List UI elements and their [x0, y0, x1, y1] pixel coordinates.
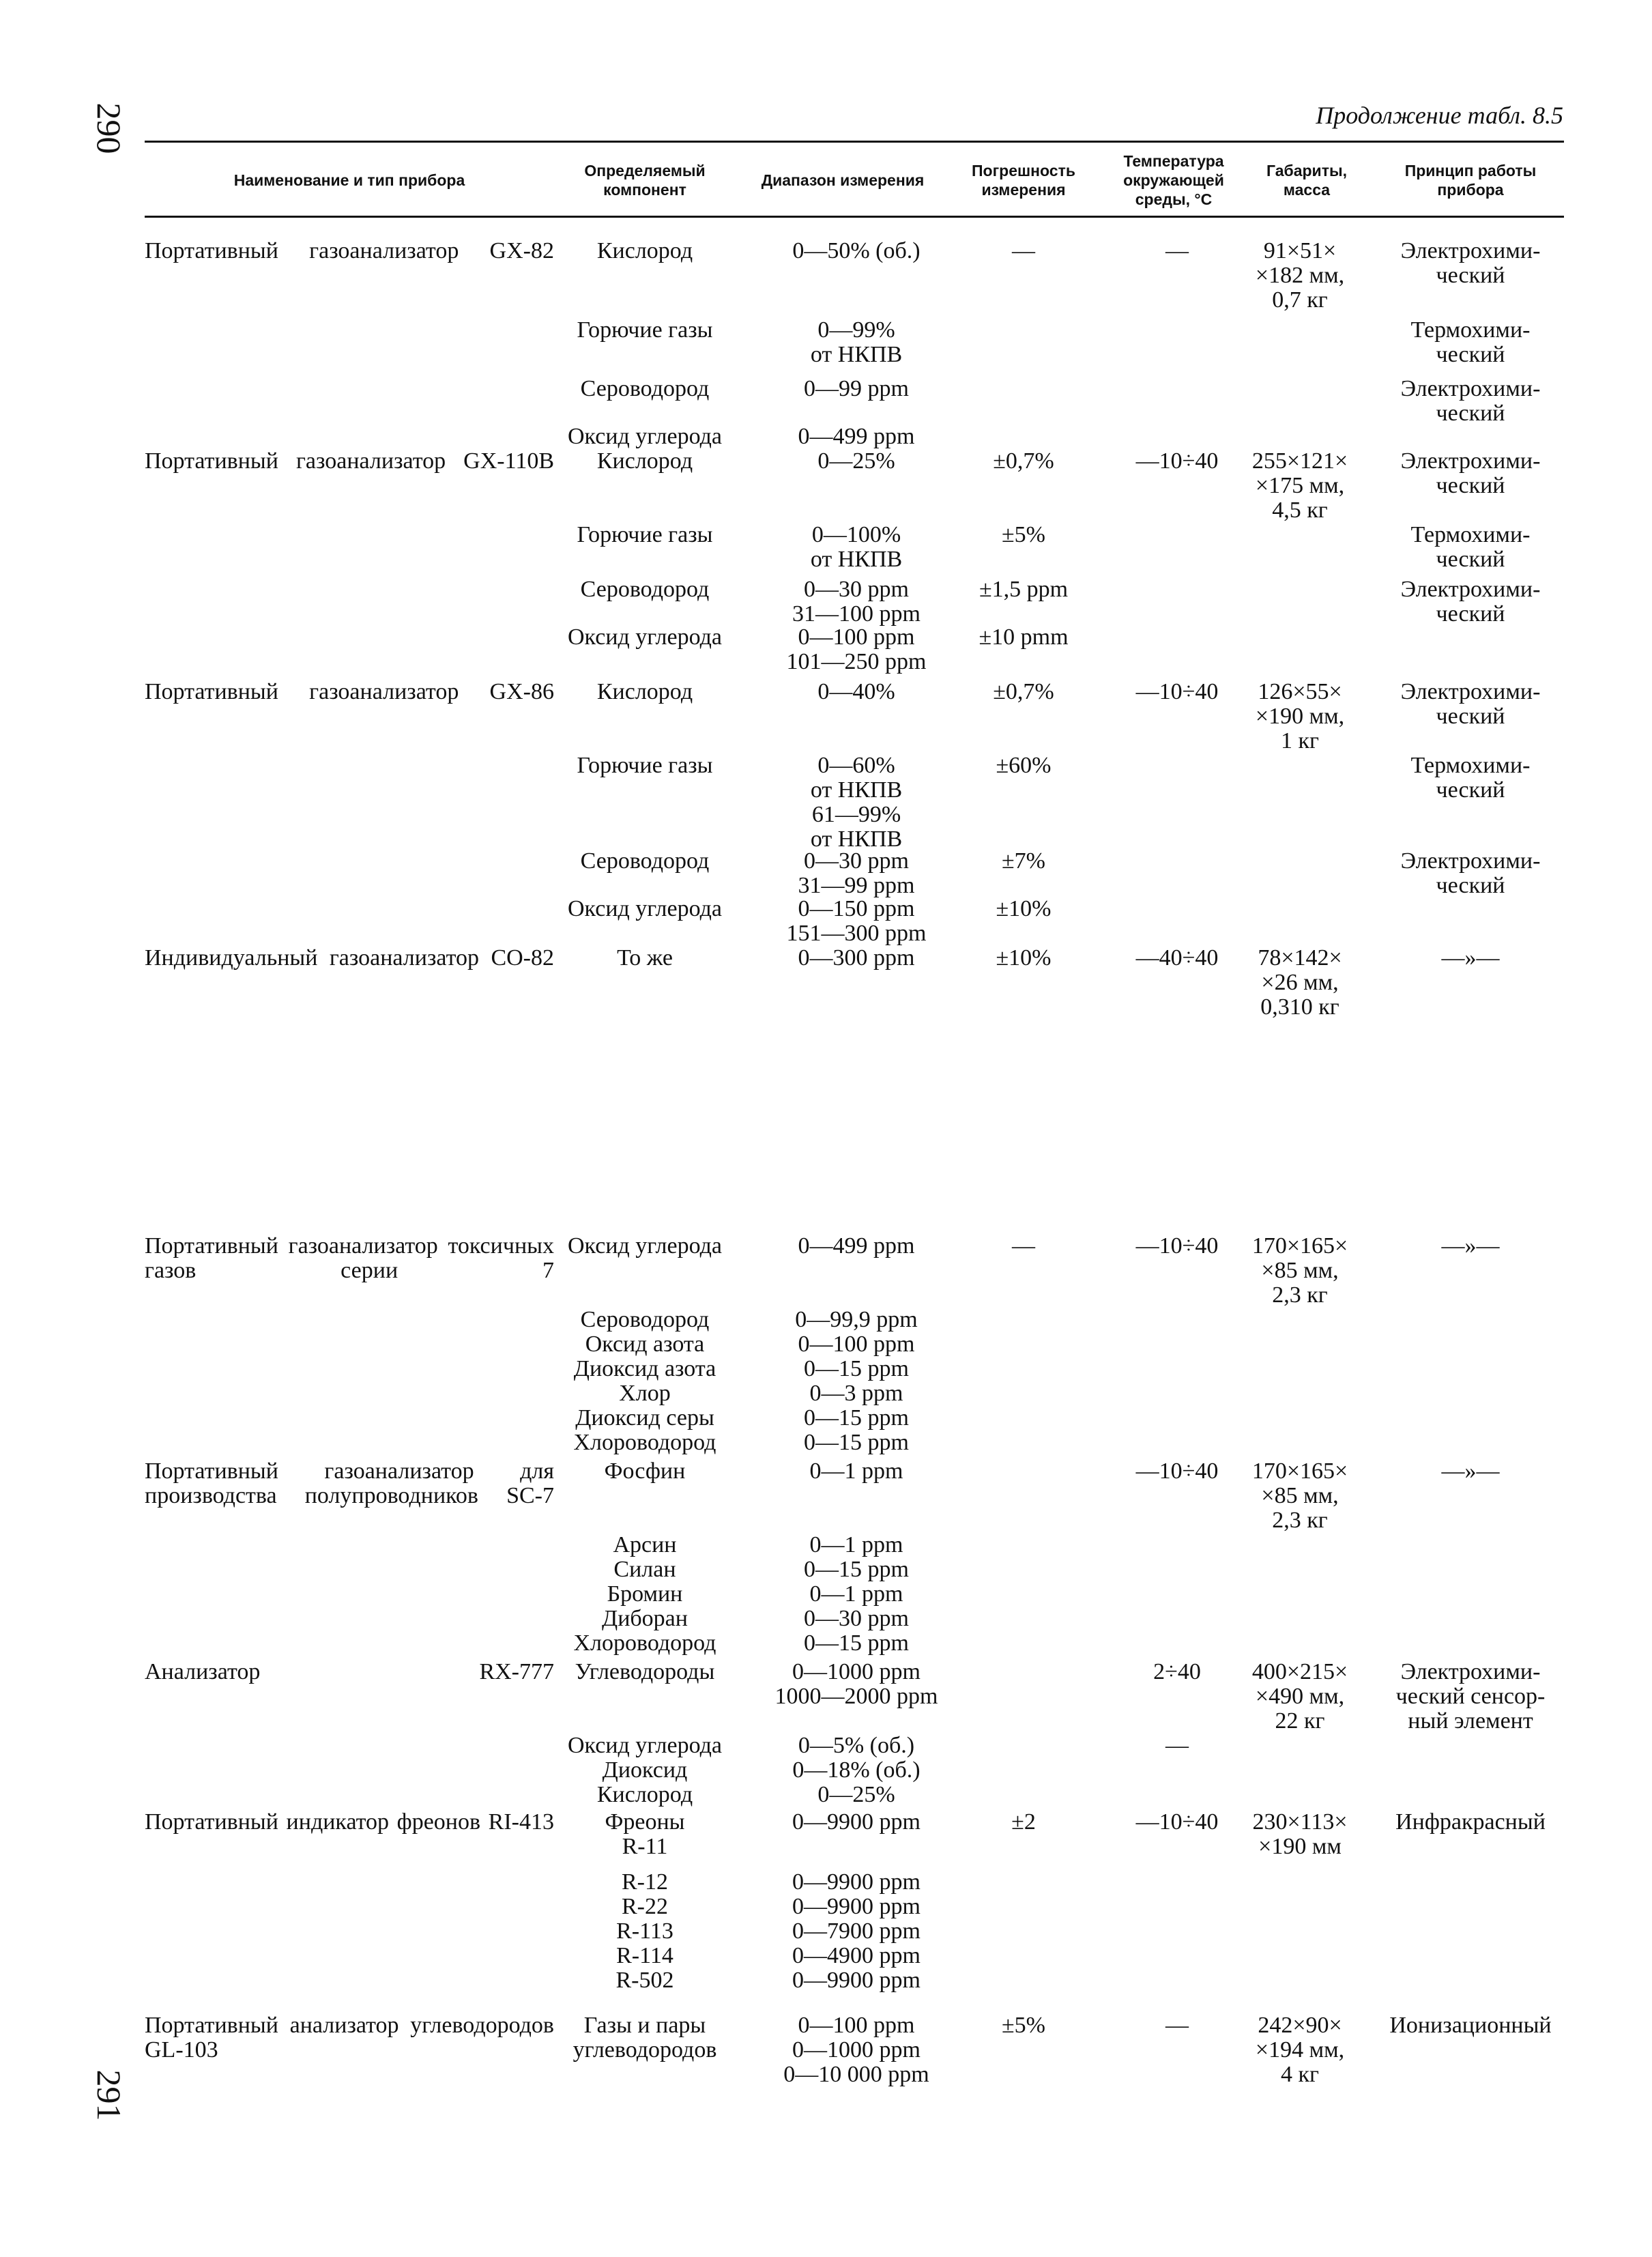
- principle-cell-line: Электрохими-: [1400, 238, 1541, 263]
- principle-cell-line: ческий: [1436, 777, 1505, 803]
- dimensions-cell: [1235, 239, 1365, 313]
- component-cell: [532, 2013, 757, 2062]
- dimensions-cell-line: 2,3 кг: [1272, 1508, 1328, 1533]
- component-cell: [532, 1533, 757, 1656]
- dimensions-cell-line: ×85 мм,: [1261, 1258, 1339, 1283]
- error-cell: —: [1012, 238, 1035, 263]
- dimensions-cell-line: ×194 мм,: [1255, 2037, 1345, 2062]
- component-cell: Оксид углерода: [568, 624, 722, 650]
- dimensions-cell-line: 170×165×: [1251, 1233, 1348, 1259]
- component-cell-line: Диоксид: [602, 1757, 688, 1783]
- component-cell-line: R-22: [622, 1894, 668, 1919]
- range-cell: 0—40%: [817, 679, 895, 704]
- component-cell: [532, 1810, 757, 1859]
- range-cell-line: 0—99,9 ppm: [795, 1307, 918, 1332]
- principle-cell-line: Электрохими-: [1400, 448, 1541, 474]
- range-cell: 0—50% (об.): [792, 238, 921, 263]
- component-cell: Оксид углерода: [568, 424, 722, 449]
- principle-cell: [1378, 849, 1563, 898]
- range-cell: 0—9900 ppm: [792, 1809, 921, 1835]
- component-cell: Оксид углерода: [568, 1233, 722, 1259]
- principle-cell: [1378, 680, 1563, 729]
- error-cell: ±2: [1011, 1809, 1036, 1835]
- range-cell-line: 0—30 ppm: [804, 1606, 909, 1631]
- principle-cell-line: Электрохими-: [1400, 1659, 1541, 1684]
- dimensions-cell-line: 0,310 кг: [1260, 994, 1339, 1020]
- principle-cell-line: Электрохими-: [1400, 679, 1541, 704]
- header-error: Погрешность измерения: [971, 162, 1075, 199]
- range-cell-line: 31—100 ppm: [792, 601, 921, 627]
- error-cell: ±7%: [1002, 848, 1045, 874]
- component-cell: [532, 1308, 757, 1455]
- range-cell-line: 0—9900 ppm: [792, 1894, 921, 1919]
- component-cell: [532, 1870, 757, 1993]
- range-cell-line: 0—99%: [817, 317, 895, 343]
- dimensions-cell-line: 4 кг: [1281, 2062, 1319, 2087]
- temperature-cell: —10÷40: [1135, 1458, 1219, 1484]
- range-cell: [744, 318, 969, 367]
- component-cell-line: R-12: [622, 1869, 668, 1895]
- header-bottom-rule: [145, 216, 1564, 218]
- range-cell-line: 0—4900 ppm: [792, 1943, 921, 1968]
- range-cell-line: от НКПВ: [810, 777, 903, 803]
- principle-cell-line: Электрохими-: [1400, 577, 1541, 602]
- principle-cell: —»—: [1441, 1233, 1500, 1259]
- range-cell-line: 0—150 ppm: [798, 896, 915, 921]
- component-cell-line: Бромин: [607, 1581, 683, 1607]
- temperature-cell: —: [1165, 238, 1189, 263]
- range-cell: 0—1 ppm: [809, 1458, 903, 1484]
- principle-cell: [1378, 239, 1563, 288]
- component-cell: Кислород: [596, 679, 693, 704]
- principle-cell-line: ческий: [1436, 263, 1505, 288]
- range-cell-line: 0—9900 ppm: [792, 1968, 921, 1993]
- component-cell-line: R-114: [616, 1943, 673, 1968]
- principle-cell-line: ческий: [1436, 873, 1505, 898]
- principle-cell: [1378, 449, 1563, 498]
- page-number-bottom: 291: [90, 2069, 128, 2121]
- component-cell: Горючие газы: [577, 522, 713, 547]
- range-cell: 0—499 ppm: [798, 1233, 915, 1259]
- component-cell-line: Кислород: [596, 1782, 693, 1807]
- principle-cell: [1378, 753, 1563, 803]
- range-cell-line: 61—99%: [811, 802, 901, 827]
- principle-cell: —»—: [1441, 1458, 1500, 1484]
- principle-cell-line: Термохими-: [1410, 522, 1531, 547]
- dimensions-cell-line: ×190 мм,: [1255, 704, 1345, 729]
- dimensions-cell: [1235, 449, 1365, 523]
- temperature-cell: —: [1165, 2013, 1189, 2038]
- principle-cell: [1378, 577, 1563, 627]
- temperature-cell: —10÷40: [1135, 1233, 1219, 1259]
- component-cell: Кислород: [596, 238, 693, 263]
- dimensions-cell: [1235, 946, 1365, 1020]
- range-cell-line: 0—15 ppm: [804, 1557, 909, 1582]
- component-cell: Оксид углерода: [568, 896, 722, 921]
- range-cell-line: 0—5% (об.): [798, 1733, 915, 1758]
- range-cell-line: 0—1000 ppm: [792, 1659, 921, 1684]
- range-cell-line: 151—300 ppm: [786, 921, 927, 946]
- header-temp: Температура окружающей среды, °С: [1123, 152, 1224, 208]
- range-cell-line: 0—15 ppm: [804, 1405, 909, 1431]
- principle-cell-line: ный элемент: [1408, 1708, 1533, 1734]
- header-top-rule: [145, 141, 1564, 143]
- component-cell: [532, 1734, 757, 1807]
- range-cell-line: 0—15 ppm: [804, 1630, 909, 1656]
- header-component: Определяемый компонент: [584, 162, 706, 199]
- dimensions-cell-line: 0,7 кг: [1272, 287, 1328, 313]
- range-cell-line: 0—60%: [817, 753, 895, 778]
- range-cell-line: 0—25%: [817, 1782, 895, 1807]
- dimensions-cell-line: 230×113×: [1252, 1809, 1348, 1835]
- range-cell-line: 0—3 ppm: [809, 1381, 903, 1406]
- component-cell-line: Газы и пары: [583, 2013, 706, 2038]
- temperature-cell: —: [1165, 1733, 1189, 1758]
- principle-cell-line: ческий: [1436, 342, 1505, 367]
- component-cell-line: углеводородов: [573, 2037, 717, 2062]
- dimensions-cell: [1235, 1660, 1365, 1734]
- device-name-cell: Портативный газоанализатор GX-86: [145, 679, 554, 704]
- dimensions-cell: [1235, 680, 1365, 753]
- range-cell: 0—300 ppm: [798, 945, 915, 971]
- temperature-cell: 2÷40: [1153, 1659, 1201, 1684]
- component-cell-line: Фреоны: [605, 1809, 685, 1835]
- dimensions-cell-line: 91×51×: [1263, 238, 1337, 263]
- temperature-cell: —10÷40: [1135, 1809, 1219, 1835]
- component-cell: Горючие газы: [577, 317, 713, 343]
- component-cell: Углеводороды: [575, 1659, 715, 1684]
- range-cell-line: 101—250 ppm: [786, 649, 927, 674]
- principle-cell-line: ческий: [1436, 401, 1505, 426]
- device-name-cell: Портативный газоанализатор для производства полупроводников SC-7: [145, 1458, 554, 1508]
- component-cell-line: Оксид углерода: [568, 1733, 722, 1758]
- component-cell-line: Хлороводород: [573, 1630, 716, 1656]
- dimensions-cell-line: 170×165×: [1251, 1458, 1348, 1484]
- principle-cell-line: ческий: [1436, 473, 1505, 498]
- dimensions-cell: [1235, 1234, 1365, 1308]
- range-cell: [744, 1870, 969, 1993]
- table-caption: Продолжение табл. 8.5: [1316, 102, 1563, 129]
- component-cell: Кислород: [596, 448, 693, 474]
- component-cell-line: Сероводород: [580, 1307, 710, 1332]
- range-cell: [744, 1660, 969, 1709]
- component-cell-line: Диоксид серы: [575, 1405, 714, 1431]
- principle-cell-line: ческий: [1436, 704, 1505, 729]
- temperature-cell: —40÷40: [1135, 945, 1219, 971]
- principle-cell-line: ческий: [1436, 601, 1505, 627]
- error-cell: ±10%: [996, 945, 1052, 971]
- range-cell-line: 0—10 000 ppm: [783, 2062, 929, 2087]
- error-cell: ±10 pmm: [979, 624, 1069, 650]
- error-cell: ±0,7%: [993, 448, 1054, 474]
- component-cell-line: R-113: [616, 1918, 673, 1944]
- principle-cell: [1378, 1660, 1563, 1734]
- dimensions-cell-line: ×490 мм,: [1255, 1684, 1345, 1709]
- principle-cell: [1378, 377, 1563, 426]
- component-cell-line: Диборан: [602, 1606, 688, 1631]
- dimensions-cell-line: ×26 мм,: [1261, 970, 1339, 995]
- component-cell-line: R-502: [615, 1968, 674, 1993]
- header-range: Диапазон измерения: [761, 171, 925, 189]
- component-cell-line: Силан: [613, 1557, 676, 1582]
- range-cell-line: от НКПВ: [810, 547, 903, 572]
- component-cell-line: R-11: [622, 1834, 668, 1859]
- range-cell-line: 1000—2000 ppm: [774, 1684, 938, 1709]
- dimensions-cell-line: 4,5 кг: [1272, 498, 1328, 523]
- component-cell: Фосфин: [604, 1458, 686, 1484]
- principle-cell-line: ческий: [1436, 547, 1505, 572]
- component-cell-line: Хлор: [619, 1381, 671, 1406]
- device-name-cell: Портативный газоанализатор токсичных газов серии 7: [145, 1233, 554, 1283]
- principle-cell-line: Электрохими-: [1400, 376, 1541, 401]
- range-cell-line: 0—9900 ppm: [792, 1869, 921, 1895]
- dimensions-cell: [1235, 1810, 1365, 1859]
- range-cell-line: 0—1000 ppm: [792, 2037, 921, 2062]
- range-cell-line: 0—100 ppm: [798, 624, 915, 650]
- error-cell: ±0,7%: [993, 679, 1054, 704]
- range-cell-line: 0—18% (об.): [792, 1757, 921, 1783]
- error-cell: —: [1012, 1233, 1035, 1259]
- dimensions-cell-line: ×182 мм,: [1255, 263, 1345, 288]
- range-cell-line: 0—100 ppm: [798, 1332, 915, 1357]
- temperature-cell: —10÷40: [1135, 679, 1219, 704]
- principle-cell-line: Электрохими-: [1400, 848, 1541, 874]
- principle-cell: [1378, 523, 1563, 572]
- range-cell-line: 0—100%: [811, 522, 901, 547]
- range-cell-line: 0—30 ppm: [804, 577, 909, 602]
- error-cell: ±10%: [996, 896, 1052, 921]
- dimensions-cell-line: 1 кг: [1281, 728, 1319, 753]
- component-cell-line: Оксид азота: [585, 1332, 705, 1357]
- range-cell-line: 0—7900 ppm: [792, 1918, 921, 1944]
- dimensions-cell-line: 78×142×: [1258, 945, 1342, 971]
- component-cell: Сероводород: [580, 376, 710, 401]
- range-cell: 0—99 ppm: [804, 376, 909, 401]
- range-cell-line: от НКПВ: [810, 342, 903, 367]
- dimensions-cell-line: 22 кг: [1275, 1708, 1325, 1734]
- temperature-cell: —10÷40: [1135, 448, 1219, 474]
- header-dims: Габариты, масса: [1266, 162, 1347, 199]
- dimensions-cell-line: 242×90×: [1258, 2013, 1342, 2038]
- range-cell-line: 31—99 ppm: [798, 873, 915, 898]
- dimensions-cell: [1235, 2013, 1365, 2087]
- principle-cell-line: Термохими-: [1410, 753, 1531, 778]
- device-name-cell: Портативный газоанализатор GX-82: [145, 238, 554, 263]
- dimensions-cell-line: 255×121×: [1251, 448, 1348, 474]
- component-cell: Горючие газы: [577, 753, 713, 778]
- error-cell: ±5%: [1002, 522, 1045, 547]
- component-cell: То же: [617, 945, 673, 971]
- range-cell-line: от НКПВ: [810, 826, 903, 852]
- dimensions-cell-line: ×175 мм,: [1255, 473, 1345, 498]
- principle-cell: [1378, 318, 1563, 367]
- principle-cell-line: ческий сенсор-: [1395, 1684, 1546, 1709]
- range-cell: [744, 1308, 969, 1455]
- dimensions-cell-line: ×85 мм,: [1261, 1483, 1339, 1508]
- principle-cell-line: Термохими-: [1410, 317, 1531, 343]
- range-cell-line: 0—30 ppm: [804, 848, 909, 874]
- component-cell-line: Арсин: [613, 1532, 677, 1557]
- device-name-cell: Портативный газоанализатор GX-110B: [145, 448, 554, 474]
- range-cell: 0—25%: [817, 448, 895, 474]
- range-cell-line: 0—1 ppm: [809, 1532, 903, 1557]
- range-cell-line: 0—100 ppm: [798, 2013, 915, 2038]
- range-cell-line: 0—1 ppm: [809, 1581, 903, 1607]
- principle-cell: —»—: [1441, 945, 1500, 971]
- device-name-cell: Индивидуальный газоанализатор CO-82: [145, 945, 554, 971]
- device-name-cell: Портативный анализатор углеводородов GL-103: [145, 2013, 554, 2062]
- dimensions-cell-line: 126×55×: [1258, 679, 1342, 704]
- error-cell: ±5%: [1002, 2013, 1045, 2038]
- principle-cell: Инфракрасный: [1395, 1809, 1546, 1835]
- header-name: Наименование и тип прибора: [233, 171, 465, 189]
- header-principle: Принцип работы прибора: [1404, 162, 1537, 199]
- principle-cell: Ионизационный: [1389, 2013, 1552, 2038]
- error-cell: ±1,5 ppm: [979, 577, 1069, 602]
- device-name-cell: Портативный индикатор фреонов RI-413: [145, 1809, 554, 1835]
- range-cell: [744, 1734, 969, 1807]
- range-cell-line: 0—15 ppm: [804, 1356, 909, 1381]
- component-cell-line: Хлороводород: [573, 1430, 716, 1455]
- page-number-top: 290: [90, 102, 128, 154]
- dimensions-cell: [1235, 1459, 1365, 1533]
- range-cell: 0—499 ppm: [798, 424, 915, 449]
- range-cell-line: 0—15 ppm: [804, 1430, 909, 1455]
- dimensions-cell-line: 2,3 кг: [1272, 1282, 1328, 1308]
- range-cell: [744, 1533, 969, 1656]
- dimensions-cell-line: ×190 мм: [1258, 1834, 1342, 1859]
- error-cell: ±60%: [996, 753, 1052, 778]
- component-cell: Сероводород: [580, 848, 710, 874]
- component-cell-line: Диоксид азота: [573, 1356, 716, 1381]
- dimensions-cell-line: 400×215×: [1251, 1659, 1348, 1684]
- device-name-cell: Анализатор RX-777: [145, 1659, 554, 1684]
- component-cell: Сероводород: [580, 577, 710, 602]
